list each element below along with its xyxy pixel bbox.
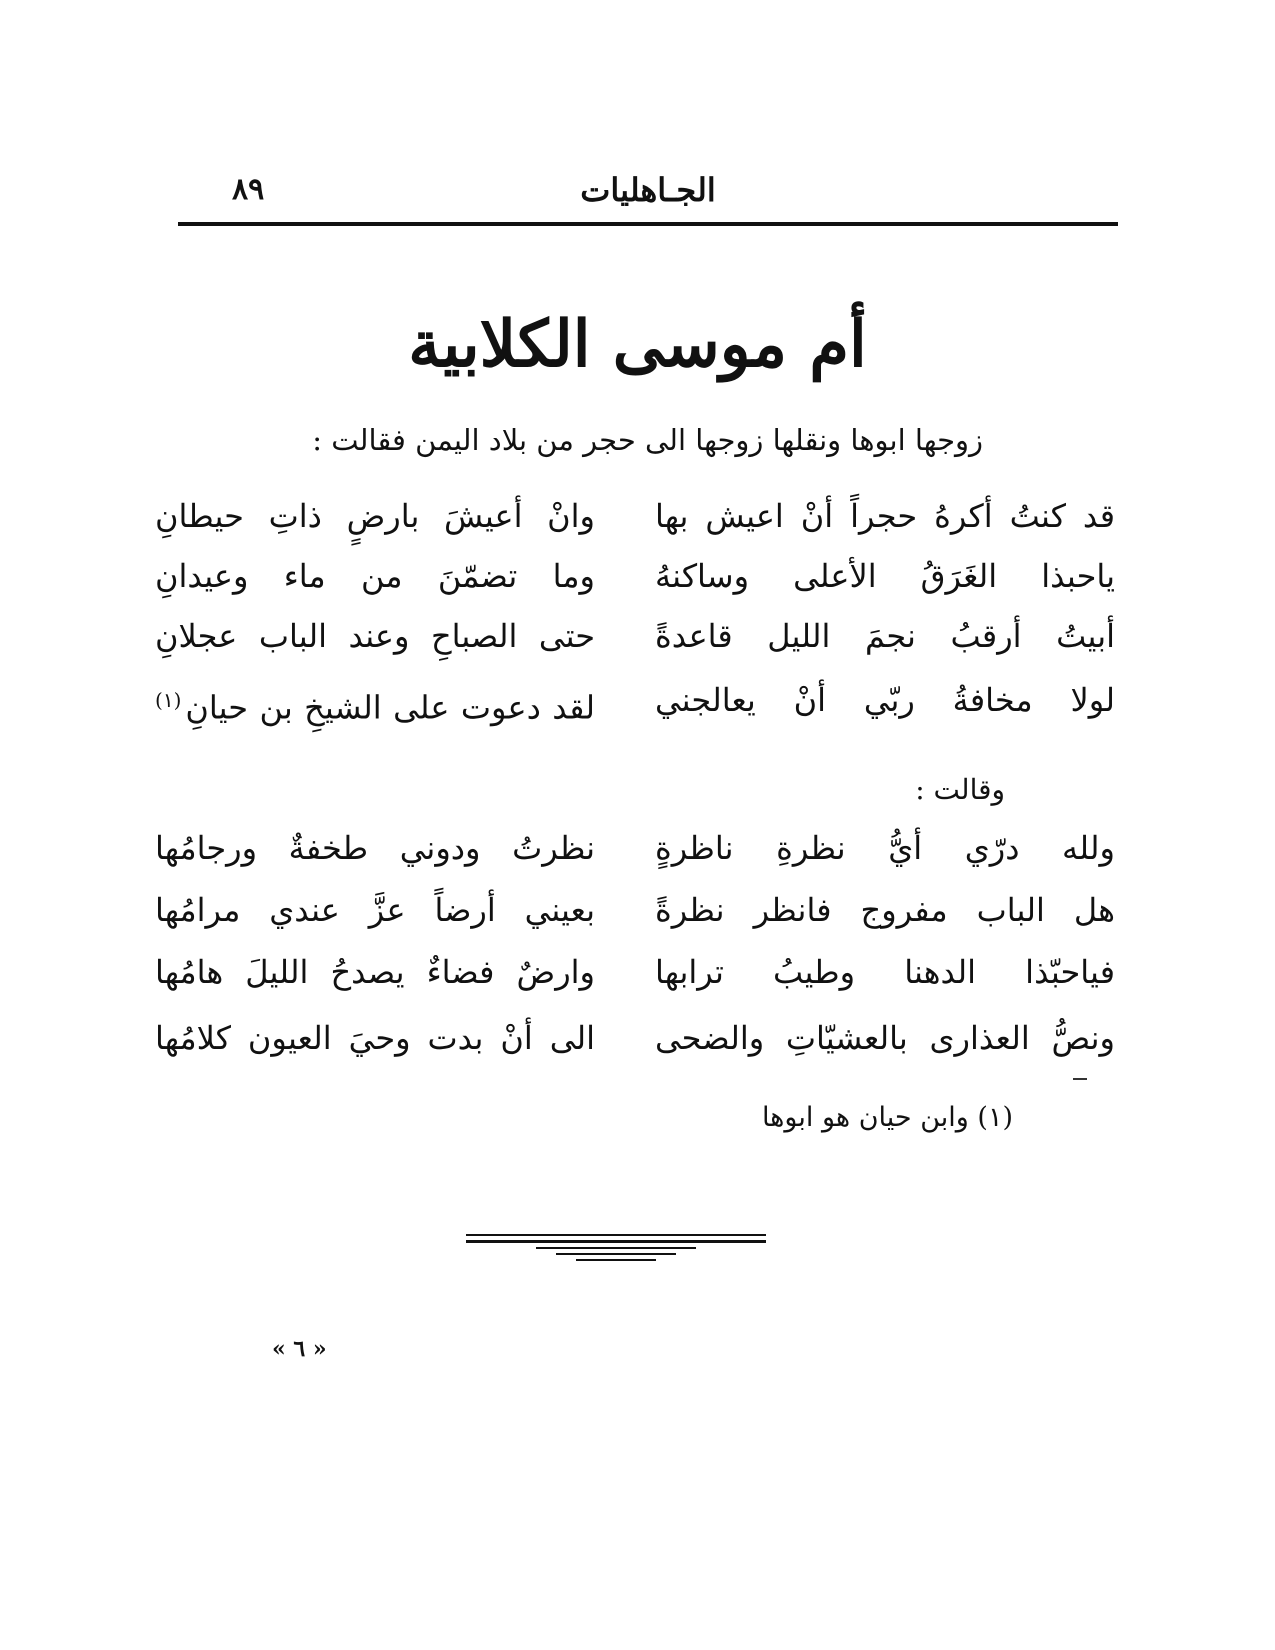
verse-first-hemistich: هل الباب مفروج فانظر نظرةً — [655, 891, 1115, 929]
header-rule — [178, 222, 1118, 226]
verse-second-hemistich — [155, 672, 595, 736]
verse-second-hemistich: نظرتُ ودوني طخفةٌ ورجامُها — [155, 829, 595, 867]
verse-row — [0, 820, 1275, 882]
running-title: الجـاهليات — [580, 171, 716, 209]
verse-first-hemistich: أبيتُ أرقبُ نجمَ الليل قاعدةً — [655, 617, 1115, 655]
footnote: (١) وابن حيان هو ابوها — [761, 1102, 1013, 1133]
verse-second-hemistich-text: لقد دعوت على الشيخِ بن حيانِ — [185, 688, 595, 727]
verse-row — [0, 1010, 1275, 1072]
verse-second-hemistich: بعيني أرضاً عزَّ عندي مرامُها — [155, 891, 595, 929]
verse-second-hemistich: وما تضمّنَ من ماء وعيدانِ — [155, 557, 595, 595]
verse-row — [0, 944, 1275, 1006]
verse-first-hemistich: لولا مخافةُ ربّي أنْ يعالجني — [655, 681, 1115, 719]
verse-second-hemistich: حتى الصباحِ وعند الباب عجلانِ — [155, 617, 595, 655]
intro-line: زوجها ابوها ونقلها زوجها الى حجر من بلاد اليمن فقالت : — [312, 423, 983, 457]
poem-title: أم موسى الكلابية — [408, 307, 867, 382]
verse-second-hemistich: الى أنْ بدت وحيَ العيون كلامُها — [155, 1019, 595, 1057]
verse-second-hemistich: وانْ أعيشَ بارضٍ ذاتِ حيطانِ — [155, 497, 595, 535]
verse-row — [0, 548, 1275, 610]
sheet-marker: « ٦ » — [272, 1336, 327, 1362]
verse-first-hemistich: ونصُّ العذارى بالعشيّاتِ والضحى — [655, 1019, 1115, 1057]
ornament-rule — [466, 1232, 766, 1272]
page-number: ٨٩ — [232, 172, 265, 207]
verse-first-hemistich: قد كنتُ أكرهُ حجراً أنْ اعيش بها — [655, 497, 1115, 535]
verse-first-hemistich: ياحبذا الغَرَقُ الأعلى وساكنهُ — [655, 557, 1115, 595]
footnote-rule — [1073, 1078, 1087, 1080]
said-again-label: وقالت : — [915, 773, 1005, 806]
verse-second-hemistich: وارضٌ فضاءٌ يصدحُ الليلَ هامُها — [155, 953, 595, 991]
running-head — [178, 170, 1118, 218]
verse-row — [0, 672, 1275, 734]
verse-row — [0, 882, 1275, 944]
verse-first-hemistich: ولله درّي أيُّ نظرةِ ناظرةٍ — [655, 829, 1115, 867]
verse-first-hemistich: فياحبّذا الدهنا وطيبُ ترابها — [655, 953, 1115, 991]
verse-row — [0, 488, 1275, 550]
verse-row — [0, 608, 1275, 670]
footnote-marker: (١) — [155, 688, 182, 712]
